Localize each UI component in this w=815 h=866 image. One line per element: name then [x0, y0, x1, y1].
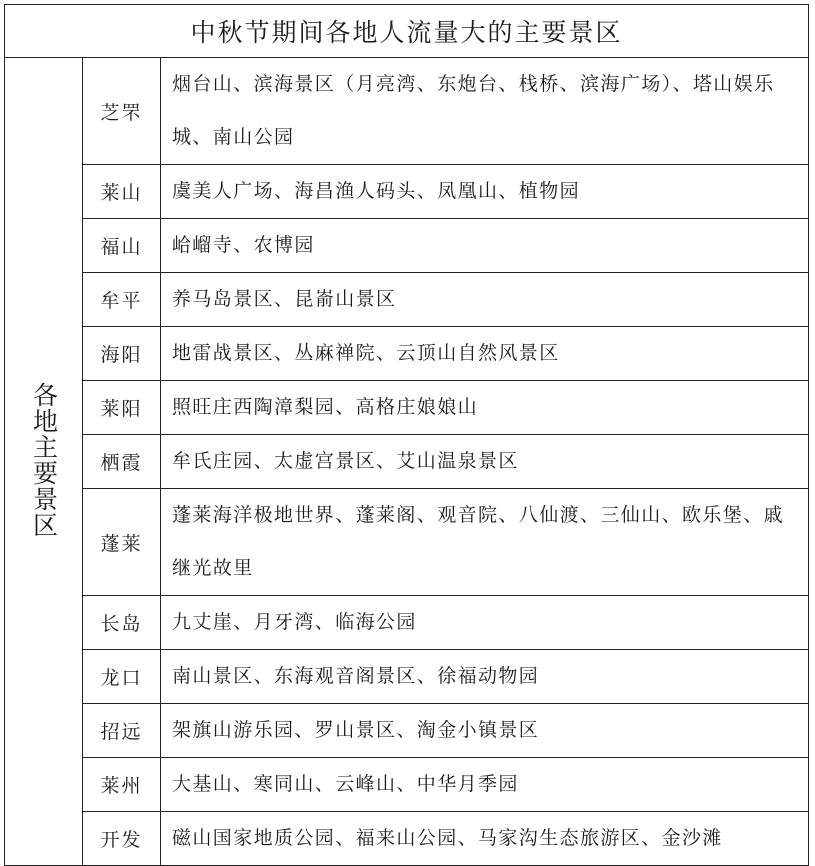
region-name: 龙口 — [83, 650, 161, 704]
scenic-spots: 磁山国家地质公园、福来山公园、马家沟生态旅游区、金沙滩 — [161, 812, 809, 866]
table-row — [5, 650, 809, 704]
scenic-spots: 照旺庄西陶漳梨园、高格庄娘娘山 — [161, 381, 809, 435]
scenic-spots-table-container — [4, 4, 808, 857]
scenic-spots: 南山景区、东海观音阁景区、徐福动物园 — [161, 650, 809, 704]
table-row — [5, 596, 809, 650]
scenic-spots: 蓬莱海洋极地世界、蓬莱阁、观音院、八仙渡、三仙山、欧乐堡、戚继光故里 — [161, 489, 809, 596]
scenic-spots: 虞美人广场、海昌渔人码头、凤凰山、植物园 — [161, 165, 809, 219]
region-name: 栖霞 — [83, 435, 161, 489]
table-row — [5, 219, 809, 273]
scenic-spots: 峆嵧寺、农博园 — [161, 219, 809, 273]
scenic-spots: 大基山、寒同山、云峰山、中华月季园 — [161, 758, 809, 812]
region-name: 莱山 — [83, 165, 161, 219]
table-row — [5, 812, 809, 866]
table-row — [5, 435, 809, 489]
region-name: 蓬莱 — [83, 489, 161, 596]
region-name: 牟平 — [83, 273, 161, 327]
scenic-spots: 牟氏庄园、太虚宫景区、艾山温泉景区 — [161, 435, 809, 489]
region-name: 莱阳 — [83, 381, 161, 435]
scenic-spots: 地雷战景区、丛麻禅院、云顶山自然风景区 — [161, 327, 809, 381]
table-row — [5, 704, 809, 758]
table-row — [5, 58, 809, 165]
scenic-spots: 烟台山、滨海景区（月亮湾、东炮台、栈桥、滨海广场）、塔山娱乐城、南山公园 — [161, 58, 809, 165]
table-row — [5, 381, 809, 435]
table-row — [5, 758, 809, 812]
scenic-spots: 架旗山游乐园、罗山景区、淘金小镇景区 — [161, 704, 809, 758]
region-name: 招远 — [83, 704, 161, 758]
table-title: 中秋节期间各地人流量大的主要景区 — [5, 5, 809, 58]
table-row — [5, 489, 809, 596]
scenic-spots-table — [4, 4, 809, 866]
region-name: 开发 — [83, 812, 161, 866]
region-name: 海阳 — [83, 327, 161, 381]
region-name: 莱州 — [83, 758, 161, 812]
scenic-spots: 养马岛景区、昆嵛山景区 — [161, 273, 809, 327]
region-name: 芝罘 — [83, 58, 161, 165]
table-row — [5, 165, 809, 219]
region-name: 长岛 — [83, 596, 161, 650]
side-label: 各地主要景区 — [29, 381, 59, 538]
side-label-cell — [5, 58, 83, 866]
region-name: 福山 — [83, 219, 161, 273]
scenic-spots: 九丈崖、月牙湾、临海公园 — [161, 596, 809, 650]
table-row — [5, 273, 809, 327]
table-row — [5, 327, 809, 381]
